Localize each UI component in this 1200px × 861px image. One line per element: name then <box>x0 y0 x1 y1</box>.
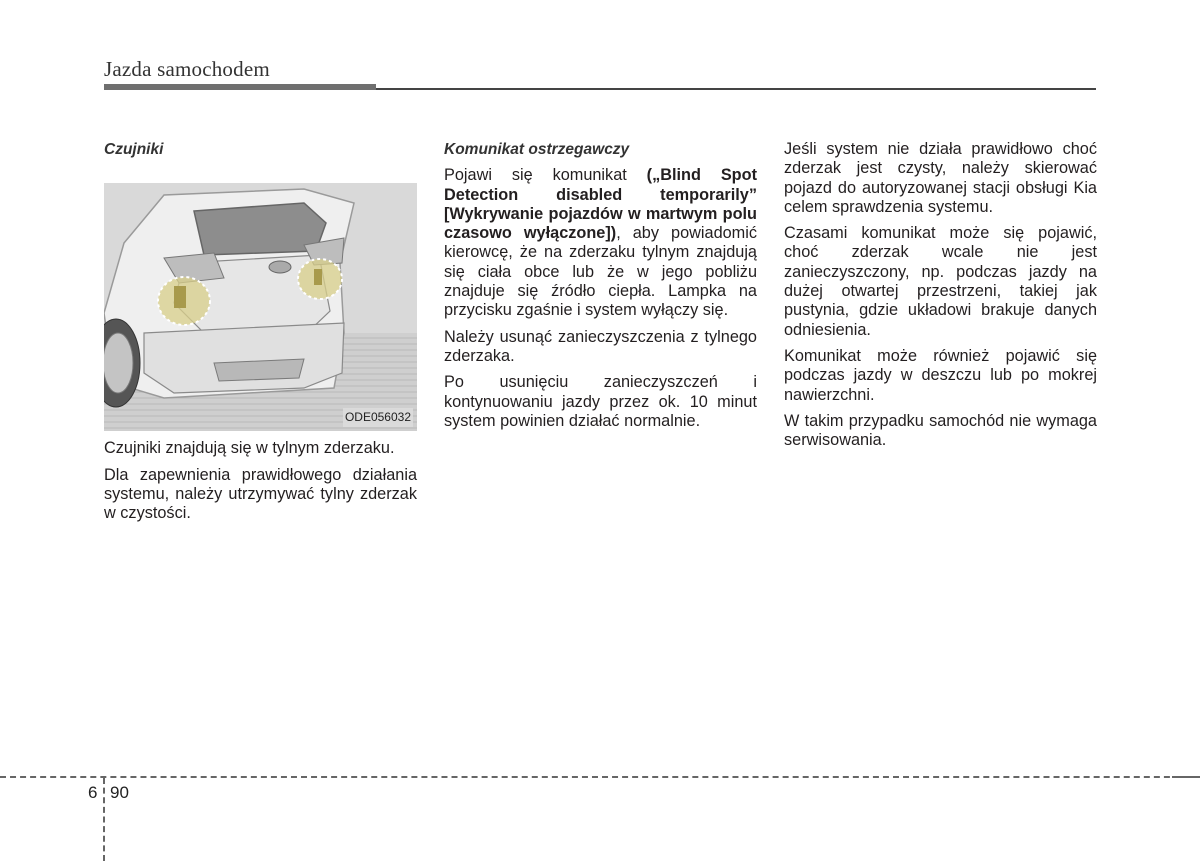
paragraph-text: Pojawi się komunikat <box>444 166 647 185</box>
footer-rule-end <box>1172 776 1200 778</box>
figure-code-label: ODE056032 <box>343 408 413 427</box>
paragraph: Dla zapewnienia prawidłowego działania systemu, należy utrzymywać tylny zderzak w czystości. <box>104 465 417 523</box>
paragraph: Czasami komunikat może się pojawić, choć zderzak wcale nie jest zanieczyszczony, np. podczas jazdy na dużej otwartej przestrzeni, takiej jak pustynia, gdzie układowi brakuje danych odniesienia. <box>784 224 1097 339</box>
chapter-number: 6 <box>88 783 98 802</box>
section-heading-warning-message: Komunikat ostrzegawczy <box>444 141 630 158</box>
page-header-title: Jazda samochodem <box>104 57 270 81</box>
paragraph: Należy usunąć zanieczyszczenia z tylnego zderzaka. <box>444 327 757 365</box>
paragraph: W takim przypadku samochód nie wymaga serwisowania. <box>784 411 1097 450</box>
paragraph: Komunikat może również pojawić się podczas jazdy w deszczu lub po mokrej nawierzchni. <box>784 346 1097 404</box>
paragraph-text: , aby powiadomić kierowcę, że na zderzaku tylnym znajdują się ciała obce lub że w jego pobliżu znajduje się źródło ciepła. Lampka na przycisku zgaśnie i system wyłączy się. <box>444 224 757 320</box>
paragraph: Jeśli system nie działa prawidłowo choć zderzak jest czysty, należy skierować pojazd do autoryzowanej stacji obsługi Kia celem sprawdzenia systemu. <box>784 140 1097 216</box>
section-heading-sensors: Czujniki <box>104 141 164 158</box>
paragraph <box>444 166 757 320</box>
header-rule-thick <box>104 84 376 90</box>
warning-message-text: („Blind Spot Detection disabled temporarily” [Wykrywanie pojazdów w martwym polu czasowo wyłączone]) <box>444 166 757 243</box>
paragraph: Czujniki znajdują się w tylnym zderzaku. <box>104 439 395 458</box>
paragraph: Po usunięciu zanieczyszczeń i kontynuowaniu jazdy przez ok. 10 minut system powinien działać normalnie. <box>444 373 757 430</box>
footer-vertical-rule <box>103 778 105 861</box>
header-rule-thin <box>376 88 1096 90</box>
column-middle <box>444 140 757 438</box>
footer-dashed-rule <box>0 776 1200 778</box>
rear-bumper-sensors-figure <box>104 183 417 431</box>
column-left <box>104 140 417 530</box>
page-number: 90 <box>110 783 129 802</box>
car-rear-illustration <box>104 183 417 431</box>
column-right <box>784 140 1097 457</box>
